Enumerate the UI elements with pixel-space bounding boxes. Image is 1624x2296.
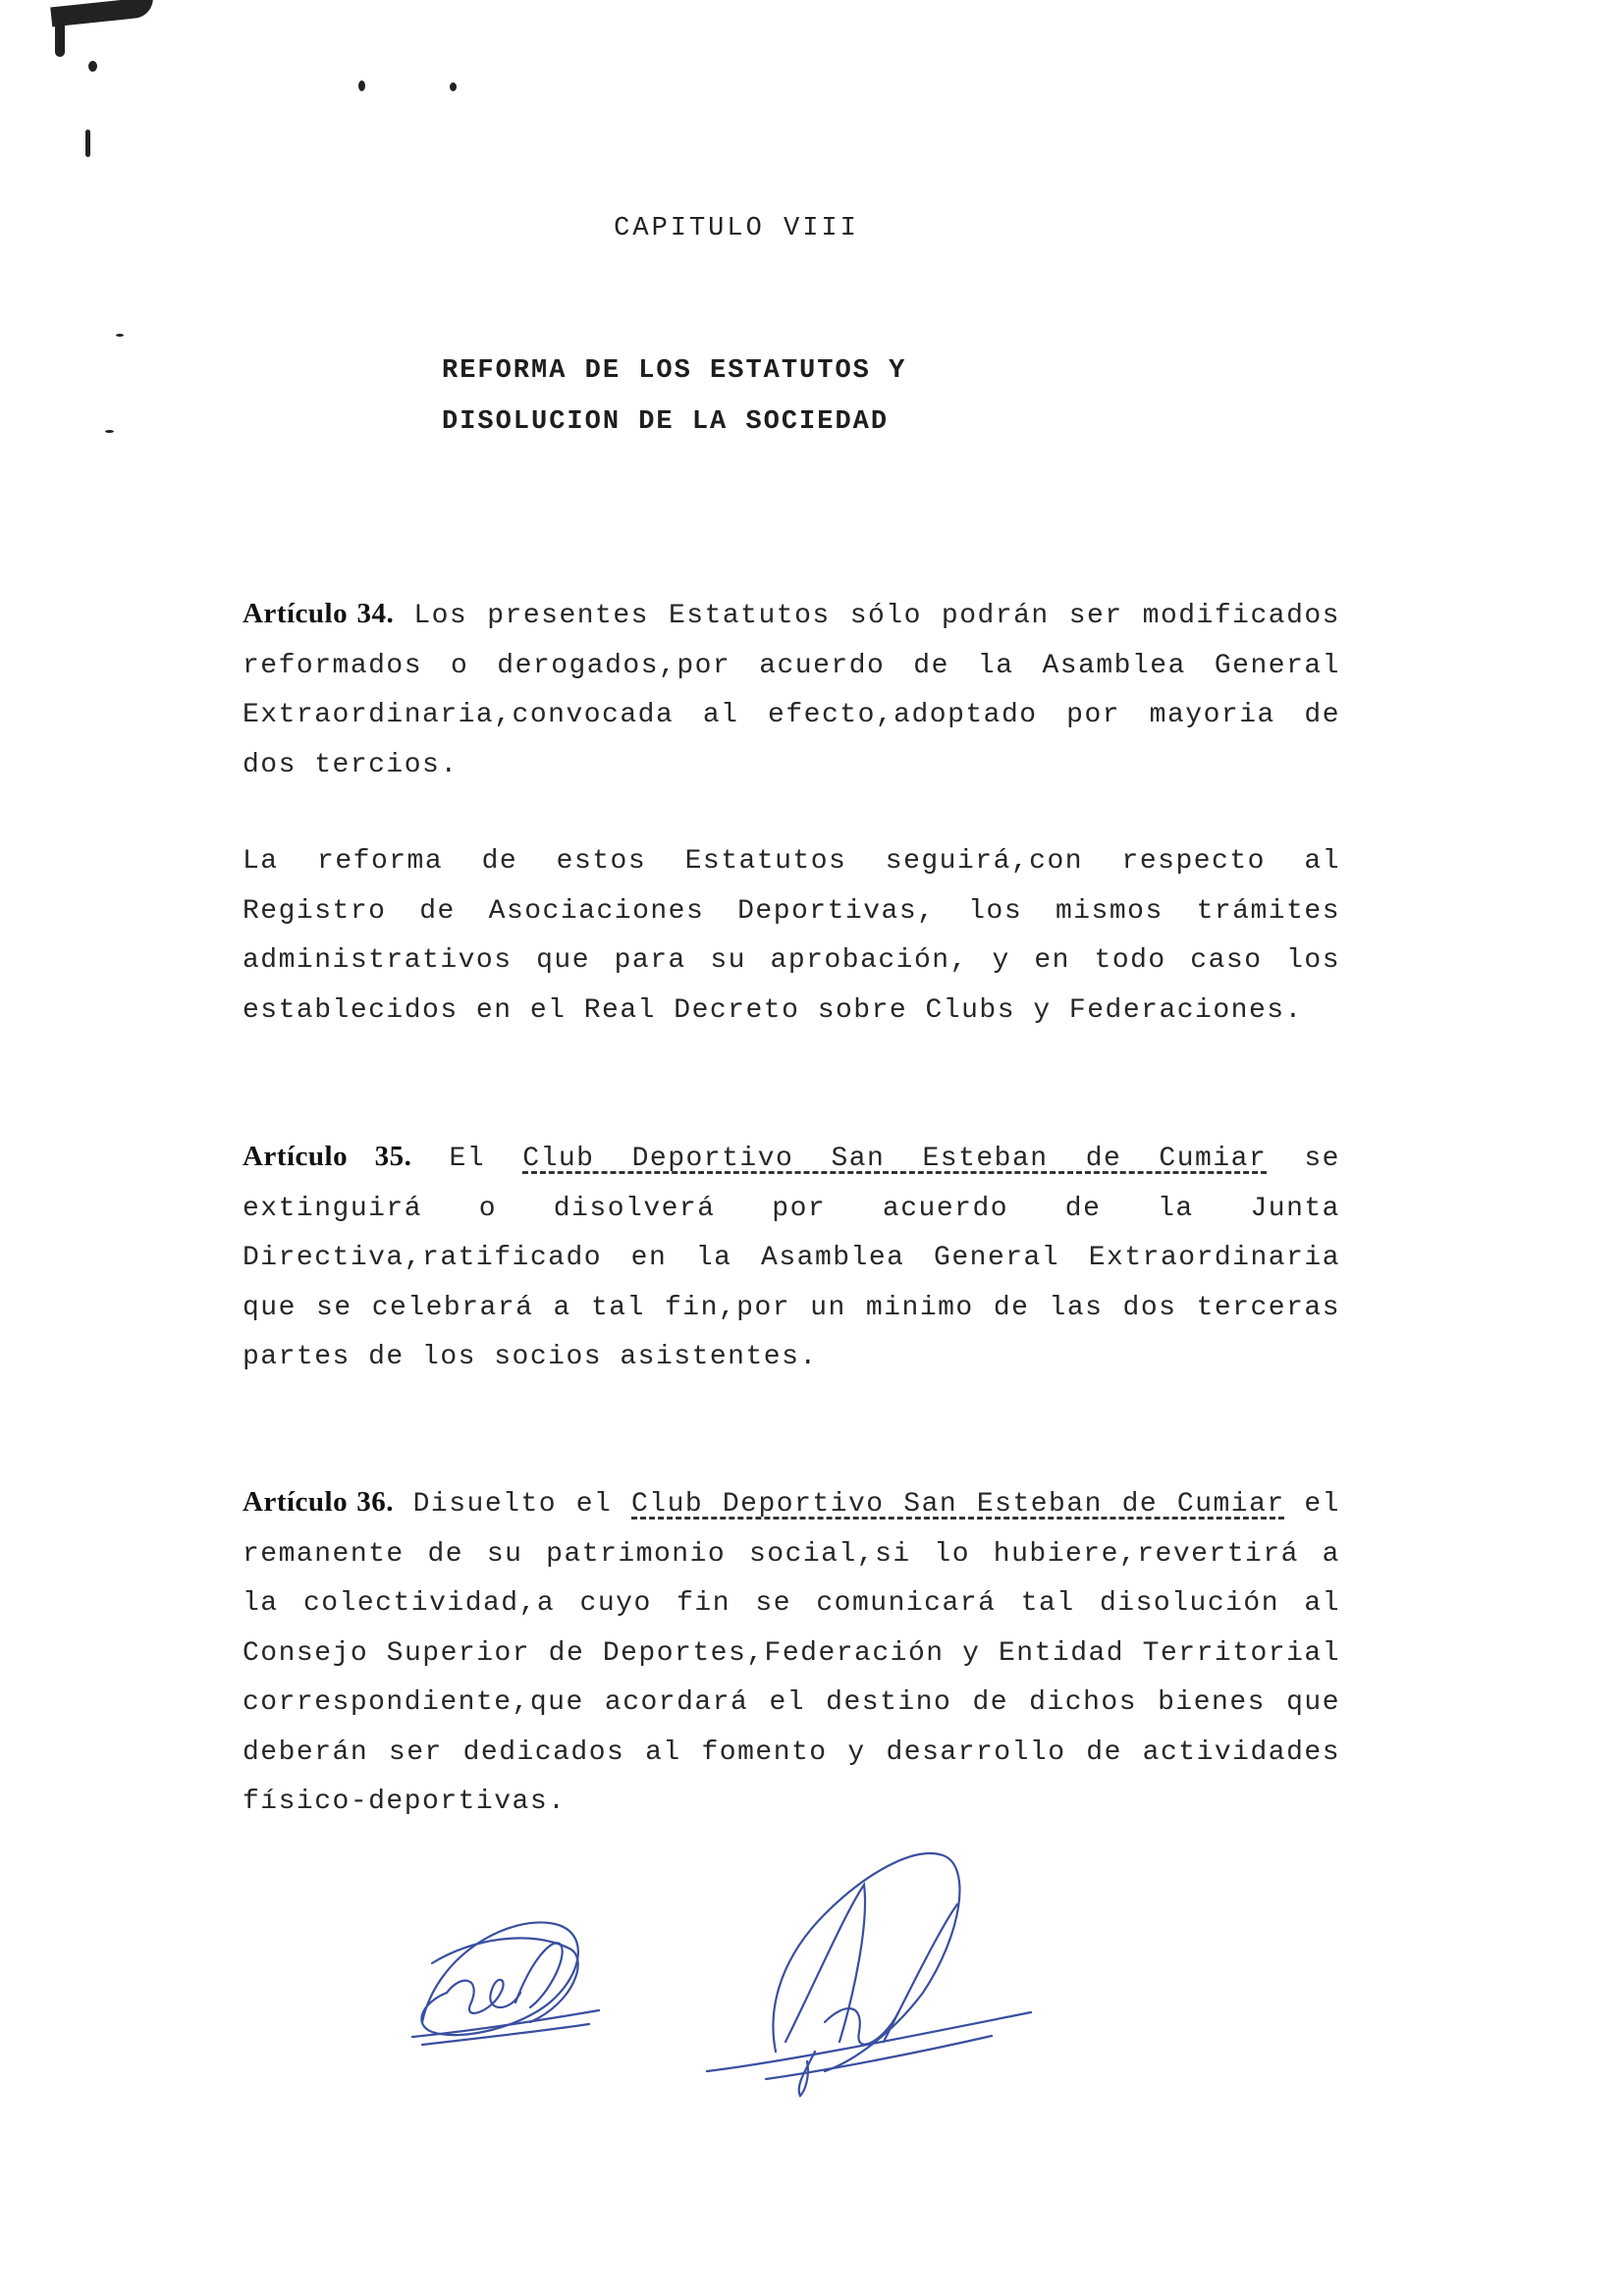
section-title-line-2: DISOLUCION DE LA SOCIEDAD <box>442 407 890 437</box>
signature-left <box>412 1922 599 2045</box>
article-35-text-before: El <box>449 1144 486 1174</box>
article-36-label: Artículo 36. <box>243 1486 394 1518</box>
article-35-club-name: Club Deportivo San Esteban de Cumiar <box>522 1144 1268 1174</box>
article-34-label: Artículo 34. <box>243 598 395 629</box>
article-34-paragraph-2: La reforma de estos Estatutos seguirá,con respecto al Registro de Asociaciones Deportivas, los mismos trámites administrativos que para su aprobación, y en todo caso los establecidos en el Real Decreto sobre Clubs y Federaciones. <box>243 846 1340 1026</box>
article-35-label: Artículo 35. <box>243 1141 412 1172</box>
section-title-line-1: REFORMA DE LOS ESTATUTOS Y <box>442 356 907 386</box>
signature-right <box>707 1853 1031 2096</box>
article-36-text-after: el remanente de su patrimonio social,si lo hubiere,revertirá a la colectividad,a cuyo fin se comunicará tal disolución al Consejo Superior de Deportes,Federación y Entidad Territorial correspondiente,que acordará el destino de dichos bienes que deberán ser dedicados al fomento y desarrollo de actividades físico-deportivas. <box>243 1489 1340 1817</box>
chapter-heading: CAPITULO VIII <box>614 214 859 243</box>
article-34-text: Los presentes Estatutos sólo podrán ser modificados reformados o derogados,por acuerdo de la Asamblea General Extraordinaria,convocada al efecto,adoptado por mayoria de dos tercios. <box>243 601 1340 780</box>
article-36-club-name: Club Deportivo San Esteban de Cumiar <box>631 1489 1285 1520</box>
article-36-text-before: Disuelto el <box>412 1489 613 1520</box>
article-35-text-after: se extinguirá o disolverá por acuerdo de la Junta Directiva,ratificado en la Asamblea General Extraordinaria que se celebrará a tal fin,por un minimo de las dos terceras partes de los socios asistentes. <box>243 1144 1340 1372</box>
